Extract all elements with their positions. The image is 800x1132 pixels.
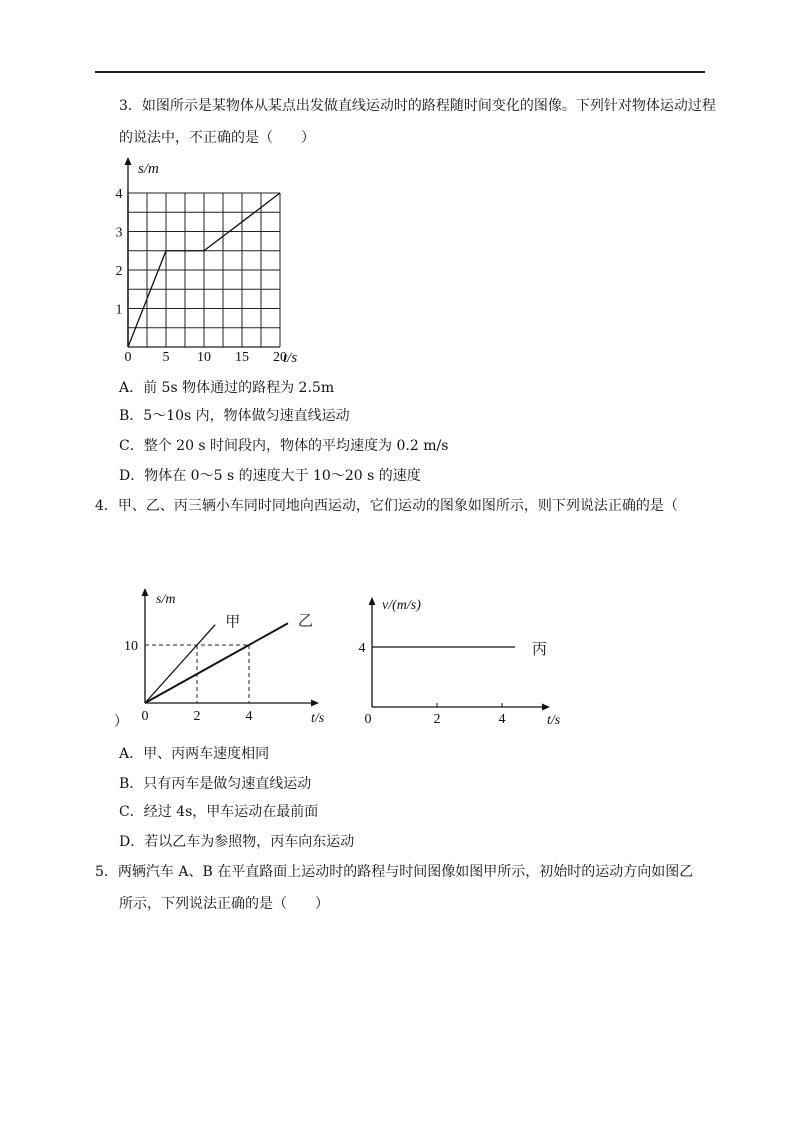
q3-option-d[interactable]: D．物体在 0～5 s 的速度大于 10～20 s 的速度 <box>119 468 421 484</box>
x-tick-label: 5 <box>162 350 170 365</box>
q3-distance-time-graph <box>112 155 332 370</box>
y-axis-label: s/m <box>138 161 159 177</box>
x-tick-label: 2 <box>433 712 441 727</box>
x-tick-label: 2 <box>193 709 201 724</box>
x-tick-label: 4 <box>245 709 253 724</box>
q3-stem: 3．如图所示是某物体从某点出发做直线运动时的路程随时间变化的图像。下列针对物体运动过程 <box>119 98 716 114</box>
q3-option-b[interactable]: B．5～10s 内，物体做匀速直线运动 <box>119 408 350 424</box>
q4-velocity-time-graph <box>345 590 565 735</box>
series-line-yi <box>145 623 288 703</box>
x-axis-arrow <box>542 704 550 711</box>
y-tick-label: 4 <box>358 641 366 656</box>
y-tick-label: 3 <box>115 225 123 241</box>
x-axis-label: t/s <box>311 711 325 726</box>
q5-stem: 5．两辆汽车 A、B 在平直路面上运动时的路程与时间图像如图甲所示，初始时的运动方向如图乙 <box>95 864 694 880</box>
y-tick-label: 10 <box>124 639 138 654</box>
series-label-yi: 乙 <box>298 613 314 630</box>
q3-stem-cont: 的说法中，不正确的是（ ） <box>119 130 315 146</box>
q4-distance-time-graph <box>125 585 325 730</box>
q3-option-c[interactable]: C．整个 20 s 时间段内，物体的平均速度为 0.2 m/s <box>119 438 449 454</box>
x-tick-label: 0 <box>364 712 372 727</box>
x-tick-label: 0 <box>141 709 149 724</box>
q4-stem-close: ） <box>114 714 128 730</box>
y-axis-label: v/(m/s) <box>382 598 421 613</box>
y-axis-arrow <box>369 597 376 605</box>
series-label-jia: 甲 <box>225 614 241 631</box>
x-axis-arrow <box>311 700 319 707</box>
y-tick-label: 4 <box>115 187 123 202</box>
y-tick-label: 1 <box>115 302 123 318</box>
q4-option-c[interactable]: C．经过 4s，甲车运动在最前面 <box>119 804 319 820</box>
header-rule <box>95 71 705 73</box>
x-axis-label: t/s <box>547 713 561 728</box>
x-axis-label: t/s <box>283 350 298 366</box>
q4-stem: 4．甲、乙、丙三辆小车同时同地向西运动，它们运动的图象如图所示，则下列说法正确的是（ <box>95 498 678 514</box>
y-axis-arrow <box>125 157 132 165</box>
series-line-jia <box>145 625 215 703</box>
grid <box>128 193 280 347</box>
y-tick-label: 2 <box>115 264 123 279</box>
x-tick-label: 15 <box>235 350 249 365</box>
y-axis-arrow <box>142 588 149 596</box>
q5-stem-cont: 所示，下列说法正确的是（ ） <box>119 896 329 912</box>
q3-option-a[interactable]: A．前 5s 物体通过的路程为 2.5m <box>119 380 335 396</box>
q4-option-a[interactable]: A．甲、丙两车速度相同 <box>119 746 270 762</box>
q4-option-b[interactable]: B．只有丙车是做匀速直线运动 <box>119 776 312 792</box>
x-tick-label: 10 <box>197 350 211 365</box>
x-tick-label: 0 <box>124 350 132 365</box>
series-label-bing: 丙 <box>532 642 548 658</box>
x-tick-label: 4 <box>498 712 506 727</box>
x-tick-label: 20 <box>273 350 287 365</box>
y-axis-label: s/m <box>156 592 176 607</box>
q4-option-d[interactable]: D．若以乙车为参照物，丙车向东运动 <box>119 834 355 850</box>
